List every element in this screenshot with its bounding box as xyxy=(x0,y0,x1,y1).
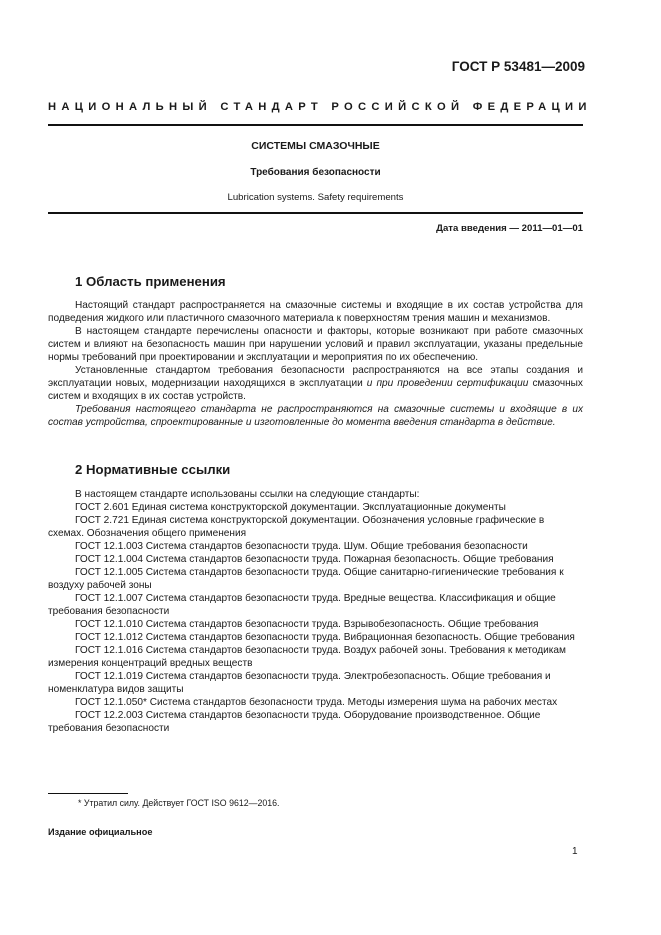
bottom-rule xyxy=(48,212,583,214)
section-1-paragraph: Требования настоящего стандарта не распространяются на смазочные системы и входящие в их состав устройства, спроектированные и изготовленные до момента введения стандарта в действие. xyxy=(48,404,583,428)
section-2-body xyxy=(48,488,583,735)
section-1-paragraph xyxy=(48,364,583,403)
reference-item: ГОСТ 12.1.019 Система стандартов безопасности труда. Электробезопасность. Общие требования и номенклатура видов защиты xyxy=(48,671,551,695)
reference-item: ГОСТ 12.1.012 Система стандартов безопасности труда. Вибрационная безопасность. Общие требования xyxy=(75,632,575,643)
section-2-intro: В настоящем стандарте использованы ссылки на следующие стандарты: xyxy=(75,489,420,500)
english-title: Lubrication systems. Safety requirements xyxy=(227,192,404,203)
reference-item: ГОСТ 2.721 Единая система конструкторской документации. Обозначения условные графические в схемах. Обозначения общего применения xyxy=(48,515,545,539)
national-standard-banner: НАЦИОНАЛЬНЫЙ СТАНДАРТ РОССИЙСКОЙ ФЕДЕРАЦИИ xyxy=(48,101,592,113)
section-1-paragraph: В настоящем стандарте перечислены опасности и факторы, которые возникают при работе смазочных систем и влияют на безопасность машин при нарушении условий и правил эксплуатации, указаны предельные нормы требований при проектировании и эксплуатации и мероприятия по их обеспечению. xyxy=(48,326,583,363)
text-run: смазочных систем и входящих в их состав устройств. xyxy=(48,378,583,402)
section-1-heading: 1 Область применения xyxy=(75,274,226,289)
reference-item: ГОСТ 12.1.004 Система стандартов безопасности труда. Пожарная безопасность. Общие требования xyxy=(75,554,554,565)
reference-item: ГОСТ 2.601 Единая система конструкторской документации. Эксплуатационные документы xyxy=(75,502,506,513)
reference-item: ГОСТ 12.1.010 Система стандартов безопасности труда. Взрывобезопасность. Общие требования xyxy=(75,619,539,630)
reference-item: ГОСТ 12.1.007 Система стандартов безопасности труда. Вредные вещества. Классификация и общие требования безопасности xyxy=(48,593,556,617)
document-title: СИСТЕМЫ СМАЗОЧНЫЕ xyxy=(251,140,380,152)
footnote-separator xyxy=(48,793,128,794)
reference-item: ГОСТ 12.2.003 Система стандартов безопасности труда. Оборудование производственное. Общие требования безопасности xyxy=(48,710,541,734)
reference-item: ГОСТ 12.1.003 Система стандартов безопасности труда. Шум. Общие требования безопасности xyxy=(75,541,528,552)
introduction-date: Дата введения — 2011—01—01 xyxy=(436,223,583,234)
section-1-paragraph: Настоящий стандарт распространяется на смазочные системы и входящие в их состав устройства для подведения жидкого или пластичного смазочного материала к поверхностям трения машин и механизмов. xyxy=(48,300,583,324)
footnote: * Утратил силу. Действует ГОСТ ISO 9612—2016. xyxy=(78,798,280,808)
official-edition-label: Издание официальное xyxy=(48,827,153,837)
top-rule xyxy=(48,124,583,126)
reference-item: ГОСТ 12.1.016 Система стандартов безопасности труда. Воздух рабочей зоны. Требования к методикам измерения концентраций вредных веществ xyxy=(48,645,566,669)
section-1-body xyxy=(48,299,583,429)
reference-item: ГОСТ 12.1.050* Система стандартов безопасности труда. Методы измерения шума на рабочих местах xyxy=(75,697,558,708)
italic-text-run: и при проведении сертификации xyxy=(366,378,529,389)
text-run: Установленные стандартом требования безопасности распространяются на все этапы создания и эксплуатации новых, модернизации находящихся в эксплуатации xyxy=(48,365,583,389)
document-subtitle: Требования безопасности xyxy=(250,167,381,178)
section-2-heading: 2 Нормативные ссылки xyxy=(75,462,231,477)
page-number: 1 xyxy=(572,846,578,857)
standard-code: ГОСТ Р 53481—2009 xyxy=(451,59,585,74)
reference-item: ГОСТ 12.1.005 Система стандартов безопасности труда. Общие санитарно-гигиенические требования к воздуху рабочей зоны xyxy=(48,567,564,591)
